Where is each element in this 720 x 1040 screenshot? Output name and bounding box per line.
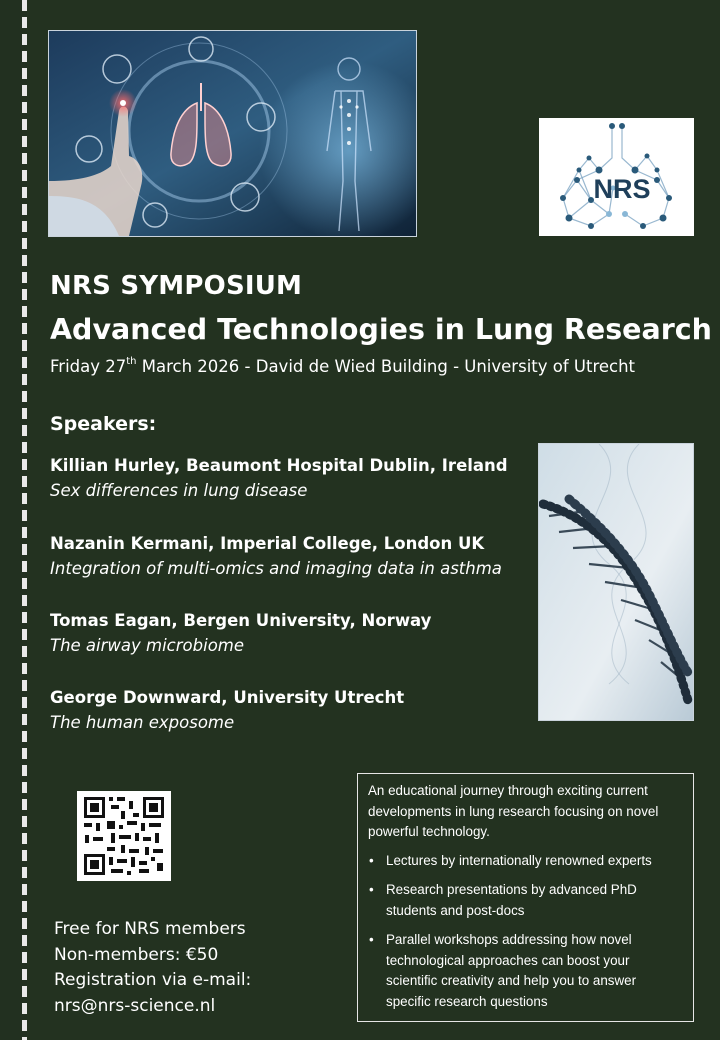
registration-email[interactable]: nrs@nrs-science.nl — [54, 995, 216, 1016]
program-highlights-list — [368, 851, 683, 1013]
list-item — [368, 851, 683, 872]
event-dateline — [50, 357, 635, 376]
non-members-price: Non-members: €50 — [54, 944, 219, 965]
free-members-line: Free for NRS members — [54, 919, 246, 939]
speaker-entry — [50, 686, 540, 736]
program-info-box — [357, 773, 694, 1022]
event-title: NRS SYMPOSIUM — [50, 271, 303, 301]
highlight-text: Lectures by internationally renowned experts — [386, 852, 652, 868]
bullet-icon: • — [369, 852, 374, 868]
highlight-text: Research presentations by advanced PhD students and post-docs — [386, 882, 637, 918]
list-item — [368, 880, 683, 921]
event-subtitle: Advanced Technologies in Lung Research — [50, 313, 712, 346]
left-margin-bar — [0, 0, 22, 1040]
highlight-text: Parallel workshops addressing how novel technological approaches can boost your scientific creativity and help you to answer specific research questions — [386, 932, 637, 1009]
speaker-entry — [50, 454, 540, 504]
date-day: Friday 27 — [50, 357, 127, 376]
dna-helix-illustration — [539, 444, 693, 720]
dashed-divider — [22, 0, 27, 1040]
bullet-icon: • — [369, 932, 374, 947]
qr-code-icon — [77, 791, 171, 881]
speaker-talk: The airway microbiome — [50, 636, 245, 655]
bullet-icon: • — [369, 882, 374, 897]
logo-text: NRS — [593, 174, 651, 204]
registration-label: Registration via e-mail: — [54, 970, 252, 990]
dna-helix-image — [538, 443, 694, 721]
registration-info — [54, 917, 251, 1019]
nrs-lung-network-logo — [539, 118, 694, 236]
program-intro: An educational journey through exciting current developments in lung research focusing on novel powerful technology. — [368, 783, 659, 839]
lung-tech-illustration — [49, 31, 416, 236]
date-suffix: th — [126, 356, 137, 367]
header-lung-tech-image — [48, 30, 417, 237]
speaker-name: Tomas Eagan, Bergen University, Norway — [50, 611, 432, 630]
speaker-talk: The human exposome — [50, 713, 235, 732]
speakers-heading: Speakers: — [50, 413, 157, 435]
speaker-name: George Downward, University Utrecht — [50, 688, 405, 707]
list-item — [368, 930, 683, 1012]
date-location: March 2026 - David de Wied Building - University of Utrecht — [136, 357, 636, 376]
speaker-name: Killian Hurley, Beaumont Hospital Dublin, Ireland — [50, 456, 508, 475]
speaker-entry — [50, 609, 540, 659]
registration-qr-code[interactable] — [77, 791, 171, 881]
nrs-logo — [539, 118, 694, 236]
speaker-entry — [50, 532, 540, 582]
speaker-talk: Integration of multi-omics and imaging data in asthma — [50, 559, 502, 578]
speaker-talk: Sex differences in lung disease — [50, 481, 308, 500]
speaker-name: Nazanin Kermani, Imperial College, London UK — [50, 534, 485, 553]
